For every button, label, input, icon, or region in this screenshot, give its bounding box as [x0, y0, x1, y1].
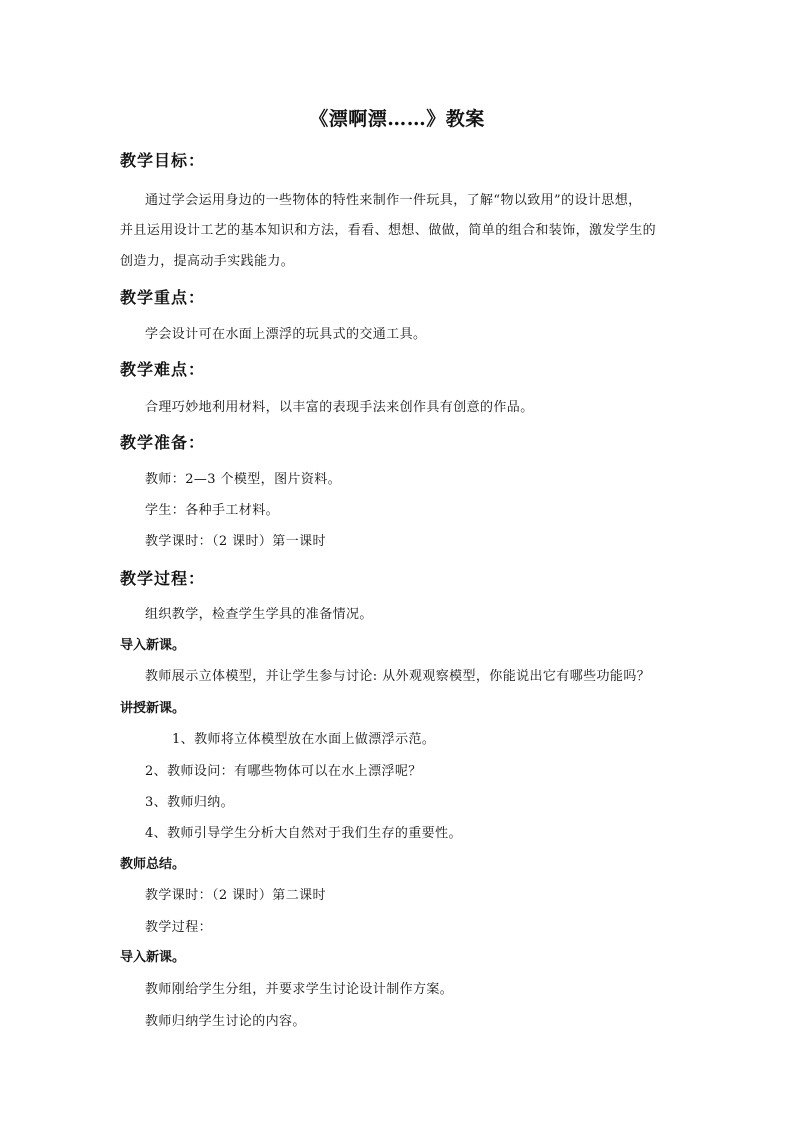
- preparation-line-3: 教学课时：（2 课时）第一课时: [145, 534, 326, 549]
- new-lesson-heading: 导入新课。: [120, 638, 186, 653]
- teaching-step-4: 4、教师引导学生分析大自然对于我们生存的重要性。: [145, 826, 462, 841]
- teaching-step-3: 3、教师归纳。: [145, 795, 235, 810]
- difficulties-text: 合理巧妙地利用材料，以丰富的表现手法来创作具有创意的作品。: [145, 400, 534, 415]
- final-line-1: 教师刚给学生分组，并要求学生讨论设计制作方案。: [145, 982, 454, 997]
- objectives-line-2: 并且运用设计工艺的基本知识和方法，看看、想想、做做，简单的组合和装饰，激发学生的: [120, 223, 657, 238]
- teaching-step-2: 2、教师设问：有哪些物体可以在水上漂浮呢？: [145, 764, 422, 779]
- preparation-line-1: 教师：2—3 个模型，图片资料。: [145, 472, 342, 487]
- objectives-heading: 教学目标：: [120, 151, 206, 170]
- key-points-text: 学会设计可在水面上漂浮的玩具式的交通工具。: [145, 327, 427, 342]
- summary-heading: 教师总结。: [120, 857, 186, 872]
- objectives-line-1: 通过学会运用身边的一些物体的特性来制作一件玩具，了解“物以致用”的设计思想，: [145, 193, 642, 208]
- preparation-line-2: 学生：各种手工材料。: [145, 503, 280, 518]
- document-title: 《漂啊漂……》教案: [309, 108, 485, 130]
- final-line-2: 教师归纳学生讨论的内容。: [145, 1014, 306, 1029]
- new-lesson-text: 教师展示立体模型，并让学生参与讨论: 从外观观察模型，你能说出它有哪些功能吗？: [145, 669, 651, 684]
- second-lesson: 教学课时：（2 课时）第二课时: [145, 888, 326, 903]
- teaching-heading: 讲授新课。: [120, 701, 186, 716]
- teaching-step-1: 1、教师将立体模型放在水面上做漂浮示范。: [172, 732, 436, 747]
- process-heading: 教学过程：: [120, 569, 206, 588]
- key-points-heading: 教学重点：: [120, 288, 206, 307]
- difficulties-heading: 教学难点：: [120, 360, 206, 379]
- objectives-line-3: 创造力，提高动手实践能力。: [120, 254, 295, 269]
- new-lesson2-heading: 导入新课。: [120, 950, 186, 965]
- preparation-heading: 教学准备：: [120, 433, 206, 452]
- process-intro: 组织教学，检查学生学具的准备情况。: [145, 607, 373, 622]
- second-process: 教学过程：: [145, 920, 213, 935]
